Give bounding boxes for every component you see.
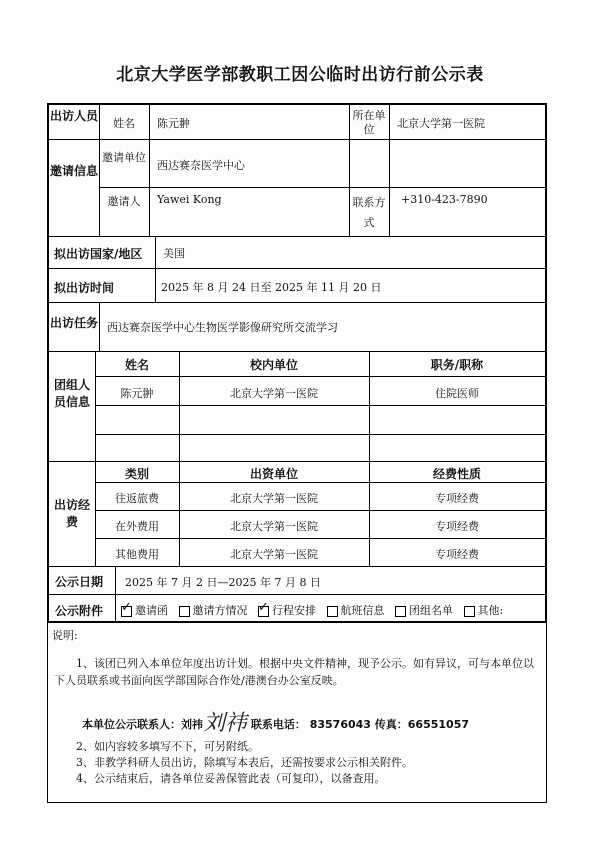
attachments-label: 公示附件: [55, 604, 104, 618]
contact-line: [82, 704, 469, 735]
visitor-section-label: 出访人员: [49, 109, 98, 123]
invite-section-label: 邀请信息: [49, 164, 98, 178]
checkbox-icon[interactable]: [179, 606, 190, 617]
notes-heading: 说明:: [52, 629, 78, 642]
attachment-itinerary[interactable]: ✓ 行程安排: [258, 604, 316, 617]
funding-row-payer: 北京大学第一医院: [230, 520, 318, 533]
note-3: 3、非教学科研人员出访，除填写本表后，还需按要求公示相关附件。: [76, 756, 413, 769]
checkbox-checked-icon[interactable]: [121, 606, 132, 617]
invite-phone-label: 联系方式: [352, 196, 386, 229]
funding-section-label: 出访经费: [53, 498, 90, 529]
group-member-unit: 北京大学第一医院: [230, 387, 318, 400]
group-header-title: 职务/职称: [430, 358, 484, 372]
visitor-name: 陈元翀: [157, 117, 190, 130]
notes-section: [47, 623, 547, 803]
attachment-group-list[interactable]: 团组名单: [395, 604, 453, 617]
phone-value: 83576043: [309, 718, 371, 731]
note-4: 4、公示结束后，请各单位妥善保管此表（可复印），以备查用。: [76, 772, 386, 785]
invite-unit-label: 邀请单位: [102, 151, 146, 164]
country-label: 拟出访国家/地区: [54, 247, 143, 261]
time-value: 2025 年 8 月 24 日至 2025 年 11 月 20 日: [161, 281, 382, 294]
attachments-list: [121, 602, 503, 618]
funding-header-payer: 出资单位: [249, 467, 298, 481]
task-label: 出访任务: [49, 316, 98, 330]
group-section-label: 团组人员信息: [53, 378, 90, 409]
group-member-title: 住院医师: [435, 387, 479, 400]
invite-unit: 西达赛奈医学中心: [157, 159, 245, 172]
funding-header-category: 类别: [124, 467, 149, 481]
funding-header-nature: 经费性质: [432, 467, 481, 481]
country-value: 美国: [163, 247, 185, 260]
task-value: 西达赛奈医学中心生物医学影像研究所交流学习: [107, 321, 338, 334]
funding-row-payer: 北京大学第一医院: [230, 492, 318, 505]
funding-row-nature: 专项经费: [435, 520, 479, 533]
phone-label: 联系电话：: [250, 718, 306, 731]
funding-row-category: 其他费用: [115, 548, 159, 561]
checkbox-icon[interactable]: [327, 606, 338, 617]
group-header-name: 姓名: [124, 358, 149, 372]
notice-date-label: 公示日期: [55, 575, 104, 589]
visitor-unit: 北京大学第一医院: [397, 117, 485, 130]
invite-person: Yawei Kong: [157, 193, 222, 206]
form-table: [47, 103, 547, 623]
visitor-name-label: 姓名: [113, 117, 135, 130]
checkbox-icon[interactable]: [464, 606, 475, 617]
contact-label: 本单位公示联系人：刘祎: [82, 718, 203, 731]
invite-phone: +310-423-7890: [401, 193, 488, 206]
checkbox-checked-icon[interactable]: [258, 606, 269, 617]
note-1: 1、该团已列入本单位年度出访计划。根据中央文件精神，现予公示。如有异议，可与本单位以下人员联系或书面向医学部国际合作处/港澳台办公室反映。: [54, 657, 534, 687]
attachment-inviter-info[interactable]: 邀请方情况: [179, 604, 248, 617]
group-member-name: 陈元翀: [120, 387, 154, 400]
funding-row-nature: 专项经费: [435, 492, 479, 505]
notice-date-value: 2025 年 7 月 2 日—2025 年 7 月 8 日: [125, 576, 321, 589]
attachment-invitation[interactable]: ✓ 邀请函: [121, 604, 168, 617]
attachment-flight[interactable]: 航班信息: [327, 604, 385, 617]
fax-value: 66551057: [407, 718, 470, 731]
time-label: 拟出访时间: [54, 281, 115, 295]
funding-row-category: 在外费用: [115, 520, 159, 533]
checkbox-icon[interactable]: [395, 606, 406, 617]
signature: 刘祎: [203, 711, 248, 736]
funding-row-payer: 北京大学第一医院: [230, 548, 318, 561]
fax-label: 传真：: [374, 718, 408, 731]
invite-person-label: 邀请人: [107, 195, 141, 208]
visitor-unit-label: 所在单位: [352, 109, 386, 136]
funding-row-nature: 专项经费: [435, 548, 479, 561]
page-title: 北京大学医学部教职工因公临时出访行前公示表: [116, 65, 484, 85]
funding-row-category: 往返旅费: [115, 492, 159, 505]
note-2: 2、如内容较多填写不下，可另附纸。: [76, 740, 259, 753]
group-header-unit: 校内单位: [249, 358, 298, 372]
attachment-other[interactable]: 其他:: [464, 604, 504, 617]
